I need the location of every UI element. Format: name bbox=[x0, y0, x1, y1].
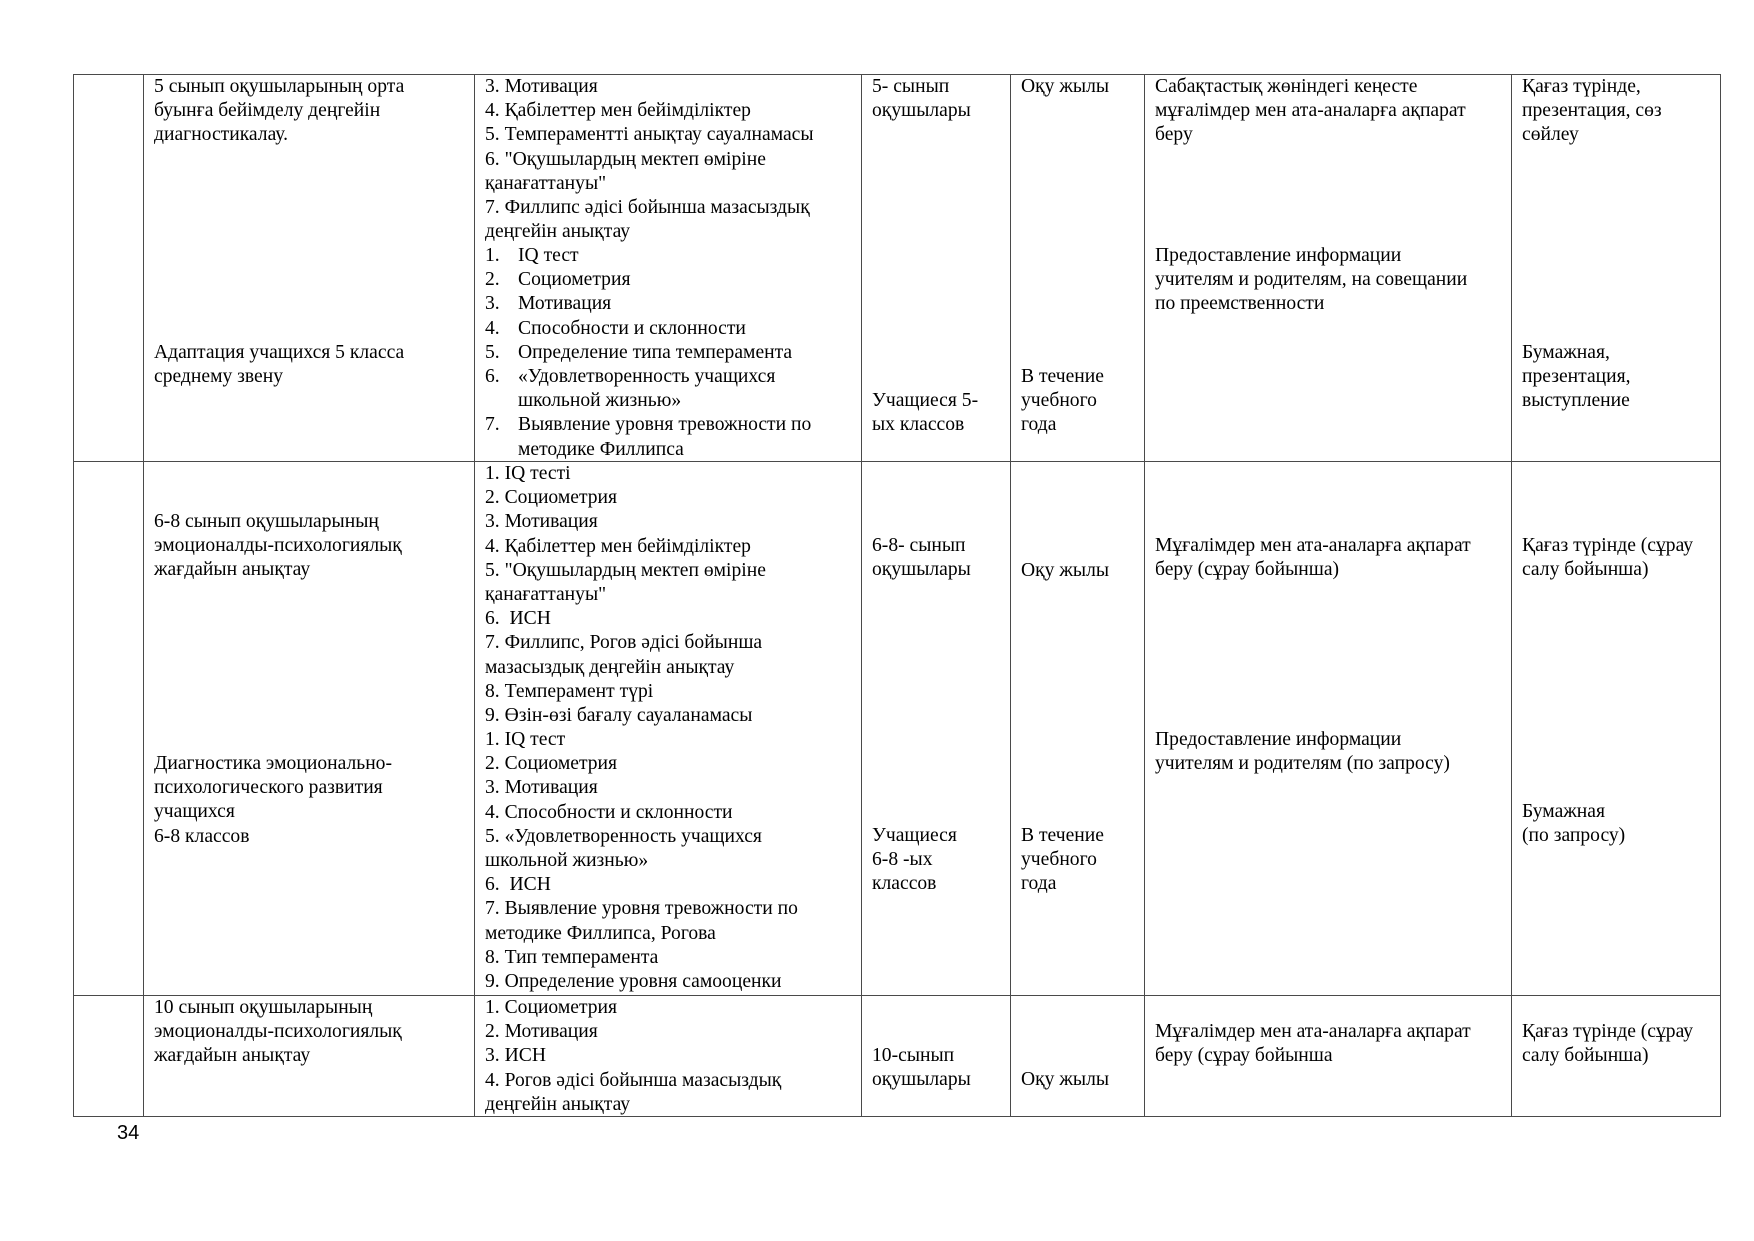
text-line: 3. Мотивация bbox=[485, 76, 598, 97]
text-line: Оқу жылы bbox=[1021, 1069, 1110, 1090]
text-line: 4. Қабілеттер мен бейімділіктер bbox=[485, 100, 751, 122]
text-line: 5 сынып оқушыларының орта bbox=[154, 76, 405, 97]
text-line: эмоционалды-психологиялық bbox=[154, 535, 402, 557]
list-number: 5. bbox=[485, 341, 500, 363]
text-line: психологического развития bbox=[154, 777, 383, 799]
list-text bbox=[518, 292, 611, 316]
text-block bbox=[1155, 75, 1507, 148]
text-line: қанағаттануы" bbox=[485, 172, 607, 194]
text-line: 3. Мотивация bbox=[485, 777, 598, 799]
text-line: Предоставление информации bbox=[1155, 729, 1402, 750]
text-block bbox=[1155, 534, 1507, 582]
text-line: 6. "Оқушылардың мектеп өміріне bbox=[485, 148, 766, 170]
text-line: деңгейін анықтау bbox=[485, 1093, 631, 1115]
methods-cell bbox=[475, 462, 862, 996]
text-line: презентация, bbox=[1522, 366, 1631, 388]
period-cell bbox=[1011, 996, 1145, 1117]
methods-cell bbox=[475, 996, 862, 1117]
text-line: Мұғалімдер мен ата-аналарға ақпарат bbox=[1155, 1021, 1471, 1042]
list-text bbox=[518, 365, 775, 413]
result-cell bbox=[1145, 75, 1512, 462]
text-line: Выявление уровня тревожности по bbox=[518, 414, 812, 436]
text-line: 2. Мотивация bbox=[485, 1021, 598, 1043]
text-line: IQ тест bbox=[518, 245, 579, 266]
text-line: 2. Социометрия bbox=[485, 753, 618, 775]
text-line: жағдайын анықтау bbox=[154, 559, 311, 581]
table-row bbox=[74, 75, 1721, 462]
text-line: школьной жизнью» bbox=[485, 850, 649, 872]
text-block bbox=[872, 1044, 1006, 1092]
period-cell bbox=[1011, 462, 1145, 996]
text-line: методике Филлипса bbox=[518, 438, 684, 460]
text-line: деңгейін анықтау bbox=[485, 221, 631, 243]
text-line: 1. IQ тест bbox=[485, 729, 566, 750]
text-line: 6. ИСН bbox=[485, 874, 551, 896]
list-item bbox=[485, 341, 857, 365]
text-line: учителям и родителям, на совещании bbox=[1155, 269, 1468, 291]
number-cell bbox=[74, 996, 144, 1117]
result-cell bbox=[1145, 996, 1512, 1117]
text-block bbox=[1522, 1020, 1716, 1068]
participants-cell bbox=[862, 75, 1011, 462]
text-line: года bbox=[1021, 414, 1057, 436]
text-block bbox=[154, 341, 470, 389]
text-line: 1. Социометрия bbox=[485, 997, 618, 1018]
list-item bbox=[485, 268, 857, 292]
period-cell bbox=[1011, 75, 1145, 462]
list-text bbox=[518, 341, 792, 365]
text-block bbox=[485, 728, 857, 994]
text-block bbox=[872, 75, 1006, 123]
text-line: школьной жизнью» bbox=[518, 390, 682, 412]
text-block bbox=[1155, 728, 1507, 776]
text-line: 6-8 -ых bbox=[872, 849, 933, 871]
list-number: 4. bbox=[485, 317, 500, 339]
form-cell bbox=[1512, 75, 1721, 462]
text-line: В течение bbox=[1021, 366, 1104, 387]
methods-cell bbox=[475, 75, 862, 462]
text-line: ых классов bbox=[872, 414, 965, 436]
text-line: беру (сұрау бойынша bbox=[1155, 1045, 1333, 1067]
list-number: 1. bbox=[485, 245, 500, 266]
text-line: учителям и родителям (по запросу) bbox=[1155, 753, 1450, 775]
text-block bbox=[1021, 75, 1140, 99]
topic-cell bbox=[144, 75, 475, 462]
participants-cell bbox=[862, 462, 1011, 996]
numbered-list bbox=[485, 244, 857, 462]
text-line: оқушылары bbox=[872, 1069, 971, 1091]
form-cell bbox=[1512, 462, 1721, 996]
topic-cell bbox=[144, 996, 475, 1117]
list-number: 3. bbox=[485, 293, 500, 315]
text-block bbox=[1522, 800, 1716, 848]
text-block bbox=[1021, 1068, 1140, 1092]
text-line: учебного bbox=[1021, 390, 1097, 412]
text-line: Мұғалімдер мен ата-аналарға ақпарат bbox=[1155, 535, 1471, 556]
text-line: 4. Рогов әдісі бойынша мазасыздық bbox=[485, 1069, 782, 1091]
text-line: 9. Определение уровня самооценки bbox=[485, 971, 782, 993]
text-block bbox=[154, 996, 470, 1069]
text-line: 9. Өзін-өзі бағалу сауаланамасы bbox=[485, 705, 753, 727]
text-line: 7. Выявление уровня тревожности по bbox=[485, 898, 798, 920]
list-item bbox=[485, 413, 857, 461]
text-block bbox=[1155, 1020, 1507, 1068]
text-line: мұғалімдер мен ата-аналарға ақпарат bbox=[1155, 100, 1466, 122]
text-line: В течение bbox=[1021, 825, 1104, 846]
list-item bbox=[485, 244, 857, 268]
text-line: Учащиеся 5- bbox=[872, 390, 979, 411]
text-line: 2. Социометрия bbox=[485, 487, 618, 509]
text-line: 5- сынып bbox=[872, 76, 950, 97]
text-line: 4. Способности и склонности bbox=[485, 801, 733, 823]
table-row bbox=[74, 462, 1721, 996]
list-number: 2. bbox=[485, 269, 500, 291]
text-line: 4. Қабілеттер мен бейімділіктер bbox=[485, 535, 751, 557]
list-text bbox=[518, 413, 811, 461]
text-line: Социометрия bbox=[518, 269, 631, 291]
text-line: диагностикалау. bbox=[154, 124, 289, 146]
text-line: учащихся bbox=[154, 801, 235, 823]
text-line: 10 сынып оқушыларының bbox=[154, 997, 373, 1018]
text-line: оқушылары bbox=[872, 100, 971, 122]
text-line: Оқу жылы bbox=[1021, 76, 1110, 97]
text-block bbox=[872, 389, 1006, 437]
participants-cell bbox=[862, 996, 1011, 1117]
text-block bbox=[872, 824, 1006, 897]
list-text bbox=[518, 317, 746, 341]
text-block bbox=[485, 75, 857, 244]
list-item bbox=[485, 365, 857, 413]
text-line: эмоционалды-психологиялық bbox=[154, 1021, 402, 1043]
text-line: 1. IQ тесті bbox=[485, 463, 571, 484]
text-line: мазасыздық деңгейін анықтау bbox=[485, 656, 735, 678]
topic-cell bbox=[144, 462, 475, 996]
plan-table bbox=[73, 74, 1721, 1117]
text-line: учебного bbox=[1021, 849, 1097, 871]
table-row bbox=[74, 996, 1721, 1117]
text-block bbox=[1522, 75, 1716, 148]
text-line: среднему звену bbox=[154, 366, 284, 388]
text-line: 5. «Удовлетворенность учащихся bbox=[485, 825, 762, 847]
text-line: 5. "Оқушылардың мектеп өміріне bbox=[485, 559, 766, 581]
text-block bbox=[154, 752, 470, 849]
text-line: по преемственности bbox=[1155, 293, 1325, 315]
text-line: 6. ИСН bbox=[485, 608, 551, 630]
text-block bbox=[1021, 824, 1140, 897]
text-line: 6-8- сынып bbox=[872, 535, 966, 556]
text-line: 7. Филлипс әдісі бойынша мазасыздық bbox=[485, 197, 810, 219]
text-block bbox=[1021, 559, 1140, 583]
text-line: Диагностика эмоционально- bbox=[154, 753, 392, 774]
text-line: 10-сынып bbox=[872, 1045, 955, 1066]
text-line: салу бойынша) bbox=[1522, 1045, 1649, 1067]
text-line: методике Филлипса, Рогова bbox=[485, 922, 716, 944]
text-line: Адаптация учащихся 5 класса bbox=[154, 342, 405, 363]
result-cell bbox=[1145, 462, 1512, 996]
text-line: беру bbox=[1155, 124, 1193, 146]
text-block bbox=[872, 534, 1006, 582]
text-line: 8. Тип темперамента bbox=[485, 946, 659, 968]
text-line: 3. Мотивация bbox=[485, 511, 598, 533]
text-line: Определение типа темперамента bbox=[518, 341, 793, 363]
list-number: 7. bbox=[485, 414, 500, 436]
text-block bbox=[1021, 365, 1140, 438]
number-cell bbox=[74, 75, 144, 462]
text-line: 3. ИСН bbox=[485, 1045, 546, 1067]
text-line: салу бойынша) bbox=[1522, 559, 1649, 581]
text-line: Мотивация bbox=[518, 293, 612, 315]
list-number: 6. bbox=[485, 366, 500, 388]
page-number: 34 bbox=[117, 1122, 140, 1144]
text-block bbox=[485, 462, 857, 728]
text-line: Бумажная, bbox=[1522, 342, 1610, 363]
text-line: беру (сұрау бойынша) bbox=[1155, 559, 1340, 581]
list-item bbox=[485, 317, 857, 341]
text-line: Қағаз түрінде (сұрау bbox=[1522, 535, 1694, 556]
list-item bbox=[485, 292, 857, 316]
text-block bbox=[1155, 244, 1507, 317]
text-line: буынға бейімделу деңгейін bbox=[154, 100, 381, 122]
list-text bbox=[518, 268, 630, 292]
text-line: 6-8 сынып оқушыларының bbox=[154, 511, 379, 532]
form-cell bbox=[1512, 996, 1721, 1117]
text-line: 7. Филлипс, Рогов әдісі бойынша bbox=[485, 632, 763, 654]
text-block bbox=[154, 510, 470, 583]
text-line: қанағаттануы" bbox=[485, 584, 607, 606]
text-line: 6-8 классов bbox=[154, 825, 250, 847]
text-block bbox=[154, 75, 470, 148]
text-line: выступление bbox=[1522, 390, 1630, 412]
text-line: Қағаз түрінде, bbox=[1522, 76, 1641, 97]
text-line: «Удовлетворенность учащихся bbox=[518, 366, 776, 388]
list-text bbox=[518, 244, 579, 268]
text-line: 8. Темперамент түрі bbox=[485, 680, 654, 702]
text-block bbox=[1522, 534, 1716, 582]
text-line: Способности и склонности bbox=[518, 317, 746, 339]
text-line: (по запросу) bbox=[1522, 825, 1626, 847]
text-block bbox=[485, 996, 857, 1117]
text-line: жағдайын анықтау bbox=[154, 1045, 311, 1067]
text-line: 5. Темпераментті анықтау сауалнамасы bbox=[485, 124, 814, 146]
number-cell bbox=[74, 462, 144, 996]
text-line: года bbox=[1021, 873, 1057, 895]
text-line: Бумажная bbox=[1522, 801, 1605, 822]
text-line: Предоставление информации bbox=[1155, 245, 1402, 266]
text-line: сөйлеу bbox=[1522, 124, 1579, 146]
text-line: Учащиеся bbox=[872, 825, 957, 846]
text-line: презентация, сөз bbox=[1522, 100, 1662, 122]
text-line: классов bbox=[872, 873, 937, 895]
text-line: Қағаз түрінде (сұрау bbox=[1522, 1021, 1694, 1042]
text-line: оқушылары bbox=[872, 559, 971, 581]
text-block bbox=[1522, 341, 1716, 414]
text-line: Сабақтастық жөніндегі кеңесте bbox=[1155, 76, 1418, 97]
text-line: Оқу жылы bbox=[1021, 560, 1110, 581]
